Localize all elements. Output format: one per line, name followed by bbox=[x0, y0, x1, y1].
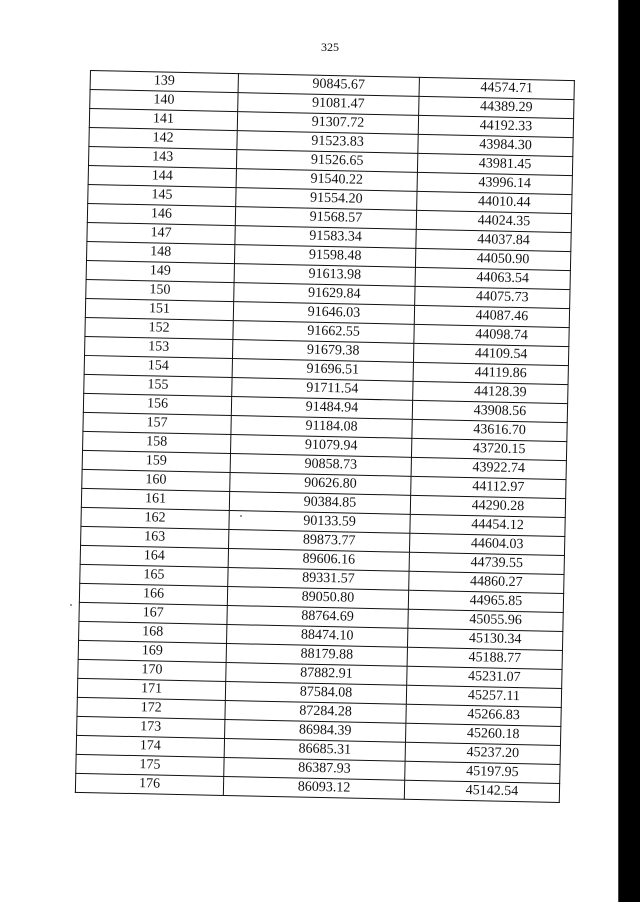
point-number-cell: 165 bbox=[80, 564, 228, 586]
x-coordinate-cell: 86093.12 bbox=[223, 776, 404, 799]
x-coordinate-cell: 91523.83 bbox=[237, 131, 418, 154]
x-coordinate-cell: 91526.65 bbox=[236, 150, 417, 173]
scan-speck bbox=[240, 515, 242, 517]
x-coordinate-cell: 87882.91 bbox=[226, 662, 407, 685]
x-coordinate-cell: 91598.48 bbox=[234, 245, 415, 268]
x-coordinate-cell: 90626.80 bbox=[230, 473, 411, 496]
point-number-cell: 141 bbox=[89, 109, 237, 131]
point-number-cell: 168 bbox=[79, 621, 227, 643]
y-coordinate-cell: 43984.30 bbox=[418, 134, 573, 156]
y-coordinate-cell: 43720.15 bbox=[411, 438, 566, 460]
point-number-cell: 170 bbox=[78, 659, 226, 681]
y-coordinate-cell: 45055.96 bbox=[408, 609, 563, 631]
y-coordinate-cell: 45197.95 bbox=[405, 761, 560, 783]
point-number-cell: 144 bbox=[88, 165, 236, 187]
x-coordinate-cell: 91307.72 bbox=[237, 112, 418, 135]
y-coordinate-cell: 44604.03 bbox=[409, 533, 564, 555]
point-number-cell: 151 bbox=[85, 298, 233, 320]
point-number-cell: 174 bbox=[76, 735, 224, 757]
point-number-cell: 150 bbox=[86, 279, 234, 301]
x-coordinate-cell: 91646.03 bbox=[233, 302, 414, 325]
y-coordinate-cell: 44389.29 bbox=[419, 96, 574, 118]
x-coordinate-cell: 89606.16 bbox=[228, 549, 409, 572]
x-coordinate-cell: 90133.59 bbox=[229, 511, 410, 534]
point-number-cell: 162 bbox=[81, 507, 229, 529]
y-coordinate-cell: 45237.20 bbox=[405, 742, 560, 764]
y-coordinate-cell: 45188.77 bbox=[407, 647, 562, 669]
y-coordinate-cell: 44112.97 bbox=[411, 476, 566, 498]
x-coordinate-cell: 91662.55 bbox=[233, 321, 414, 344]
point-number-cell: 157 bbox=[83, 412, 231, 434]
point-number-cell: 140 bbox=[90, 90, 238, 112]
y-coordinate-cell: 43922.74 bbox=[411, 457, 566, 479]
y-coordinate-cell: 44454.12 bbox=[410, 514, 565, 536]
point-number-cell: 172 bbox=[77, 697, 225, 719]
x-coordinate-cell: 89050.80 bbox=[227, 586, 408, 609]
point-number-cell: 152 bbox=[85, 317, 233, 339]
x-coordinate-cell: 86685.31 bbox=[224, 738, 405, 761]
point-number-cell: 153 bbox=[85, 336, 233, 358]
point-number-cell: 171 bbox=[77, 678, 225, 700]
point-number-cell: 154 bbox=[84, 355, 232, 377]
x-coordinate-cell: 91484.94 bbox=[231, 397, 412, 420]
coordinate-table-wrapper bbox=[75, 70, 574, 803]
y-coordinate-cell: 44739.55 bbox=[409, 552, 564, 574]
y-coordinate-cell: 44075.73 bbox=[415, 286, 570, 308]
y-coordinate-cell: 44192.33 bbox=[418, 115, 573, 137]
y-coordinate-cell: 43908.56 bbox=[412, 400, 567, 422]
y-coordinate-cell: 44063.54 bbox=[415, 267, 570, 289]
table-body bbox=[75, 71, 574, 803]
point-number-cell: 166 bbox=[79, 583, 227, 605]
y-coordinate-cell: 44098.74 bbox=[414, 324, 569, 346]
point-number-cell: 146 bbox=[87, 203, 235, 225]
y-coordinate-cell: 44965.85 bbox=[408, 590, 563, 612]
y-coordinate-cell: 45142.54 bbox=[404, 780, 559, 802]
point-number-cell: 147 bbox=[87, 222, 235, 244]
x-coordinate-cell: 86387.93 bbox=[224, 757, 405, 780]
point-number-cell: 142 bbox=[89, 127, 237, 149]
y-coordinate-cell: 44119.86 bbox=[413, 362, 568, 384]
y-coordinate-cell: 44087.46 bbox=[414, 305, 569, 327]
y-coordinate-cell: 45231.07 bbox=[407, 666, 562, 688]
point-number-cell: 167 bbox=[79, 602, 227, 624]
x-coordinate-cell: 89331.57 bbox=[228, 568, 409, 591]
x-coordinate-cell: 91540.22 bbox=[236, 169, 417, 192]
point-number-cell: 160 bbox=[82, 469, 230, 491]
point-number-cell: 145 bbox=[88, 184, 236, 206]
y-coordinate-cell: 44860.27 bbox=[409, 571, 564, 593]
y-coordinate-cell: 45130.34 bbox=[407, 628, 562, 650]
x-coordinate-cell: 90845.67 bbox=[238, 74, 419, 97]
x-coordinate-cell: 91184.08 bbox=[231, 416, 412, 439]
point-number-cell: 173 bbox=[77, 716, 225, 738]
y-coordinate-cell: 45257.11 bbox=[406, 685, 561, 707]
point-number-cell: 164 bbox=[80, 545, 228, 567]
x-coordinate-cell: 87584.08 bbox=[225, 681, 406, 704]
x-coordinate-cell: 91583.34 bbox=[235, 226, 416, 249]
point-number-cell: 163 bbox=[81, 526, 229, 548]
page-number: 325 bbox=[321, 40, 339, 54]
x-coordinate-cell: 90858.73 bbox=[230, 454, 411, 477]
x-coordinate-cell: 88764.69 bbox=[227, 605, 408, 628]
x-coordinate-cell: 91679.38 bbox=[232, 340, 413, 363]
point-number-cell: 161 bbox=[81, 488, 229, 510]
y-coordinate-cell: 44574.71 bbox=[419, 77, 574, 99]
y-coordinate-cell: 44128.39 bbox=[413, 381, 568, 403]
y-coordinate-cell: 43616.70 bbox=[412, 419, 567, 441]
point-number-cell: 159 bbox=[82, 450, 230, 472]
x-coordinate-cell: 91613.98 bbox=[234, 264, 415, 287]
x-coordinate-cell: 91079.94 bbox=[230, 435, 411, 458]
x-coordinate-cell: 86984.39 bbox=[225, 719, 406, 742]
y-coordinate-cell: 45260.18 bbox=[405, 723, 560, 745]
x-coordinate-cell: 91696.51 bbox=[232, 359, 413, 382]
x-coordinate-cell: 91081.47 bbox=[238, 93, 419, 116]
point-number-cell: 139 bbox=[90, 71, 238, 93]
x-coordinate-cell: 87284.28 bbox=[225, 700, 406, 723]
x-coordinate-cell: 88474.10 bbox=[227, 624, 408, 647]
y-coordinate-cell: 44024.35 bbox=[416, 210, 571, 232]
y-coordinate-cell: 44010.44 bbox=[417, 191, 572, 213]
x-coordinate-cell: 90384.85 bbox=[229, 492, 410, 515]
y-coordinate-cell: 43996.14 bbox=[417, 172, 572, 194]
point-number-cell: 143 bbox=[88, 146, 236, 168]
point-number-cell: 158 bbox=[83, 431, 231, 453]
point-number-cell: 176 bbox=[75, 773, 223, 795]
point-number-cell: 156 bbox=[83, 393, 231, 415]
point-number-cell: 169 bbox=[78, 640, 226, 662]
y-coordinate-cell: 44290.28 bbox=[410, 495, 565, 517]
y-coordinate-cell: 44037.84 bbox=[416, 229, 571, 251]
x-coordinate-cell: 91554.20 bbox=[236, 188, 417, 211]
point-number-cell: 155 bbox=[84, 374, 232, 396]
x-coordinate-cell: 91568.57 bbox=[235, 207, 416, 230]
point-number-cell: 175 bbox=[76, 754, 224, 776]
x-coordinate-cell: 88179.88 bbox=[226, 643, 407, 666]
y-coordinate-cell: 43981.45 bbox=[417, 153, 572, 175]
scan-speck bbox=[70, 604, 72, 606]
y-coordinate-cell: 45266.83 bbox=[406, 704, 561, 726]
point-number-cell: 148 bbox=[87, 241, 235, 263]
x-coordinate-cell: 91711.54 bbox=[232, 378, 413, 401]
y-coordinate-cell: 44109.54 bbox=[413, 343, 568, 365]
y-coordinate-cell: 44050.90 bbox=[415, 248, 570, 270]
x-coordinate-cell: 89873.77 bbox=[229, 530, 410, 553]
coordinate-table bbox=[75, 70, 575, 803]
point-number-cell: 149 bbox=[86, 260, 234, 282]
x-coordinate-cell: 91629.84 bbox=[234, 283, 415, 306]
